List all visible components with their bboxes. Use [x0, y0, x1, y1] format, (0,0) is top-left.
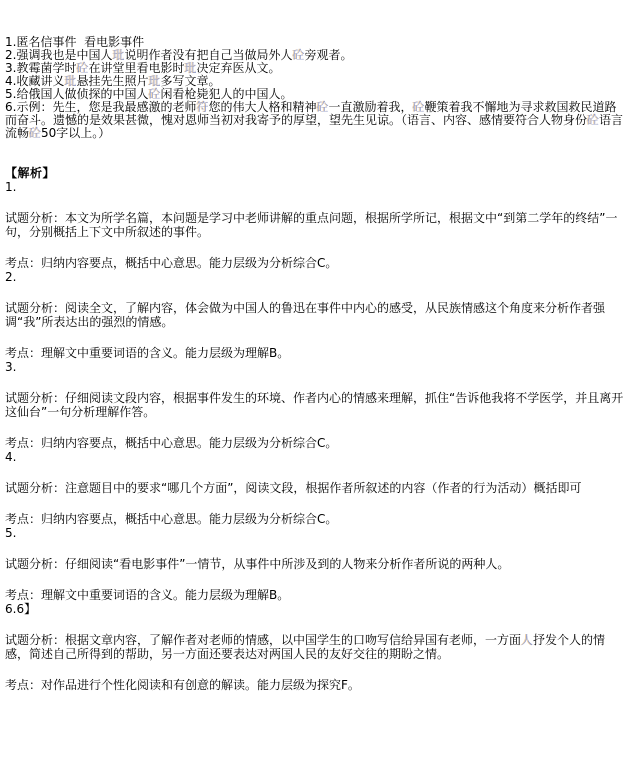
item-number: 6.6】: [5, 602, 37, 616]
analysis-items: [5, 181, 626, 692]
item-number: 4.: [5, 450, 17, 464]
text-run: 考点：理解文中重要词语的含义。能力层级为理解B。: [5, 588, 290, 602]
garbled-char: 砼: [148, 87, 161, 101]
text-run: 50字以上。）: [41, 126, 111, 140]
item-number: 1.: [5, 180, 17, 194]
text-run: 考点：归纳内容要点，概括中心意思。能力层级为分析综合C。: [5, 256, 338, 270]
garbled-char: 砼: [412, 100, 425, 114]
text-run: 决定弃医从文。: [196, 61, 281, 75]
test-point-paragraph: [5, 678, 626, 692]
garbled-char: 玭: [184, 61, 197, 75]
text-run: 试题分析：根据文章内容，了解作者对老师的情感，以中国学生的口吻写信给异国有老师，一方面: [5, 633, 522, 647]
text-run: 旁观者。: [304, 48, 353, 62]
text-run: 闲看枪毙犯人的中国人。: [160, 87, 293, 101]
text-run: 一直激励着我，: [328, 100, 413, 114]
item-number: 5.: [5, 526, 17, 540]
text-run: 1.匿名信事件 看电影事件: [5, 35, 145, 49]
garbled-char: 砼: [29, 126, 42, 140]
text-run: 试题分析：仔细阅读文段内容，根据事件发生的环境、作者内心的情感来理解，抓住“告诉他我将不学医学，并且离开这仙台”一句分析理解作答。: [5, 391, 624, 419]
text-run: 2.强调我也是中国人: [5, 48, 113, 62]
analysis-section-header: 【解析】: [5, 166, 56, 180]
question-analysis-paragraph: [5, 633, 626, 661]
text-run: 考点：归纳内容要点，概括中心意思。能力层级为分析综合C。: [5, 436, 338, 450]
answer-line: [5, 101, 626, 140]
test-point-paragraph: [5, 346, 626, 360]
question-analysis-paragraph: [5, 301, 626, 329]
text-run: 说明作者没有把自己当做局外人: [124, 48, 293, 62]
question-analysis-paragraph: [5, 391, 626, 419]
text-run: 试题分析：阅读全文，了解内容，体会做为中国人的鲁迅在事件中内心的感受，从民族情感这个角度来分析作者强调“我”所表达出的强烈的情感。: [5, 301, 606, 329]
text-run: 试题分析：注意题目中的要求“哪几个方面”，阅读文段，根据作者所叙述的内容（作者的行为活动）概括即可: [5, 481, 582, 495]
text-run: 考点：理解文中重要词语的含义。能力层级为理解B。: [5, 346, 290, 360]
text-run: 鞭策着我不懈地为寻求救国救民道路而奋斗。遗憾的是效果甚微，愧对恩师当初对我寄予的厚望，望先生见谅。（语言、内容、感情要符合人物身份: [5, 100, 617, 127]
test-point-paragraph: [5, 436, 626, 450]
garbled-char: 玭: [148, 74, 161, 88]
text-run: 考点：对作品进行个性化阅读和有创意的解读。能力层级为探究F。: [5, 678, 360, 692]
text-run: 考点：归纳内容要点，概括中心意思。能力层级为分析综合C。: [5, 512, 338, 526]
text-run: 4.收藏讲义: [5, 74, 65, 88]
question-analysis-paragraph: [5, 557, 626, 571]
test-point-paragraph: [5, 256, 626, 270]
text-run: 悬挂先生照片: [76, 74, 149, 88]
garbled-char: 砼: [587, 113, 600, 127]
text-run: 3.教霉菌学时: [5, 61, 77, 75]
text-run: 6.示例：先生，您是我最感激的老师: [5, 100, 197, 114]
garbled-char: 人: [521, 633, 534, 647]
item-number: 2.: [5, 270, 17, 284]
garbled-char: 砼: [76, 61, 89, 75]
answers-block: [5, 36, 626, 140]
garbled-char: 玭: [112, 48, 125, 62]
garbled-char: 砼: [316, 100, 329, 114]
text-run: 抒发个人的情感，简述自己所得到的帮助，另一方面还要表达对两国人民的友好交往的期盼之情。: [5, 633, 606, 661]
garbled-char: 符: [196, 100, 209, 114]
garbled-char: 砼: [292, 48, 305, 62]
test-point-paragraph: [5, 512, 626, 526]
item-number: 3.: [5, 360, 17, 374]
text-run: 在讲堂里看电影时: [88, 61, 185, 75]
test-point-paragraph: [5, 588, 626, 602]
text-run: 您的伟大人格和精神: [208, 100, 317, 114]
text-run: 试题分析：仔细阅读“看电影事件”一情节，从事件中所涉及到的人物来分析作者所说的两种人。: [5, 557, 510, 571]
text-run: 5.给俄国人做侦探的中国人: [5, 87, 149, 101]
question-analysis-paragraph: [5, 481, 626, 495]
garbled-char: 玭: [64, 74, 77, 88]
question-analysis-paragraph: [5, 211, 626, 239]
text-run: 多写文章。: [160, 74, 221, 88]
text-run: 语言流畅: [5, 113, 624, 140]
text-run: 试题分析：本文为所学名篇，本问题是学习中老师讲解的重点问题，根据所学所记，根据文中“到第二学年的终结”一句，分别概括上下文中所叙述的事件。: [5, 211, 618, 239]
